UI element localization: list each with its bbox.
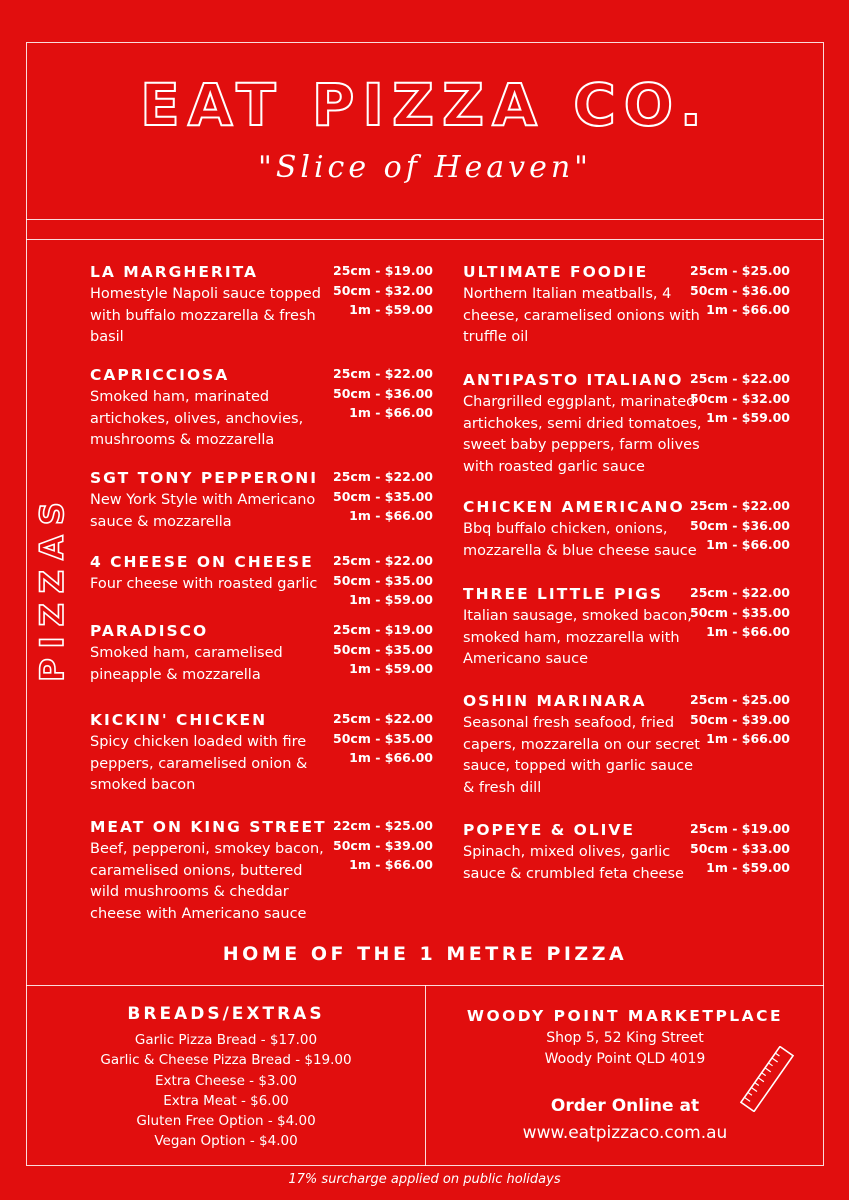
- price: 1m - $66.00: [349, 857, 433, 872]
- price: 25cm - $25.00: [690, 263, 790, 278]
- pizza-name: CAPRICCIOSA: [90, 366, 230, 384]
- menu-item: [463, 370, 703, 478]
- price: 50cm - $35.00: [690, 604, 790, 620]
- price-list: [333, 551, 433, 610]
- pizza-name: THREE LITTLE PIGS: [463, 585, 664, 603]
- price-list: [333, 467, 433, 526]
- price: 1m - $66.00: [706, 537, 790, 552]
- pizza-description: Spicy chicken loaded with fire peppers, caramelised onion & smoked bacon: [90, 734, 308, 793]
- price: 50cm - $39.00: [333, 837, 433, 853]
- price-list: [333, 261, 433, 320]
- price: 1m - $59.00: [349, 592, 433, 607]
- price: 22cm - $25.00: [333, 818, 433, 833]
- price: 1m - $59.00: [706, 860, 790, 875]
- pizza-name: OSHIN MARINARA: [463, 692, 647, 710]
- extras-item: Vegan Option - $4.00: [154, 1133, 298, 1150]
- price: 50cm - $36.00: [690, 517, 790, 533]
- pizza-description: Spinach, mixed olives, garlic sauce & crumbled feta cheese: [463, 844, 684, 882]
- price: 25cm - $25.00: [690, 692, 790, 707]
- pizza-name: SGT TONY PEPPERONI: [90, 469, 319, 487]
- pizza-description: Seasonal fresh seafood, fried capers, mozzarella on our secret sauce, topped with garlic sauce & fresh dill: [463, 715, 700, 796]
- extras-item: Garlic Pizza Bread - $17.00: [134, 1032, 318, 1048]
- price-list: [690, 690, 790, 749]
- pizza-description: Chargrilled eggplant, marinated artichokes, semi dried tomatoes, sweet baby peppers, farm olives with roasted garlic sauce: [463, 394, 702, 475]
- pizza-name: KICKIN' CHICKEN: [90, 711, 268, 729]
- pizza-description: Homestyle Napoli sauce topped with buffalo mozzarella & fresh basil: [90, 286, 321, 345]
- pizza-name: ANTIPASTO ITALIANO: [463, 371, 684, 389]
- header-divider-top: [26, 219, 824, 220]
- pizza-description: Beef, pepperoni, smokey bacon, caramelised onions, buttered wild mushrooms & cheddar cheese with Americano sauce: [90, 841, 324, 922]
- price: 50cm - $35.00: [333, 641, 433, 657]
- surcharge-note: 17% surcharge applied on public holidays: [288, 1172, 561, 1187]
- pizza-name: PARADISCO: [90, 622, 209, 640]
- pizza-description: Smoked ham, marinated artichokes, olives, anchovies, mushrooms & mozzarella: [90, 389, 304, 448]
- menu-item: [463, 497, 703, 562]
- price: 25cm - $22.00: [333, 711, 433, 726]
- price: 25cm - $22.00: [333, 469, 433, 484]
- price: 50cm - $32.00: [690, 390, 790, 406]
- menu-item: [90, 552, 330, 596]
- price: 50cm - $35.00: [333, 488, 433, 504]
- brand-logo: EAT PIZZA CO.: [140, 71, 710, 139]
- price: 25cm - $22.00: [333, 366, 433, 381]
- pizza-name: CHICKEN AMERICANO: [463, 498, 685, 516]
- order-online-label: Order Online at: [550, 1096, 700, 1116]
- price: 1m - $66.00: [706, 624, 790, 639]
- price: 50cm - $35.00: [333, 572, 433, 588]
- pizza-description: Italian sausage, smoked bacon, smoked ham, mozzarella with Americano sauce: [463, 608, 692, 667]
- pizza-description: Bbq buffalo chicken, onions, mozzarella & blue cheese sauce: [463, 521, 697, 559]
- price: 50cm - $35.00: [333, 730, 433, 746]
- menu-item: [90, 365, 330, 452]
- menu-item: [90, 817, 330, 925]
- address-line: Shop 5, 52 King Street: [546, 1030, 704, 1046]
- price: 25cm - $19.00: [333, 622, 433, 637]
- pizza-name: ULTIMATE FOODIE: [463, 263, 649, 281]
- price: 50cm - $32.00: [333, 282, 433, 298]
- headline: HOME OF THE 1 METRE PIZZA: [222, 943, 628, 965]
- order-online-link[interactable]: www.eatpizzaco.com.au: [522, 1123, 728, 1143]
- price: 1m - $66.00: [706, 302, 790, 317]
- price-list: [690, 583, 790, 642]
- price-list: [333, 709, 433, 768]
- menu-item: [90, 262, 330, 349]
- price: 1m - $66.00: [349, 405, 433, 420]
- pizza-description: Smoked ham, caramelised pineapple & mozzarella: [90, 645, 283, 683]
- store-title: WOODY POINT MARKETPLACE: [466, 1007, 784, 1025]
- pizza-description: Northern Italian meatballs, 4 cheese, caramelised onions with truffle oil: [463, 286, 700, 345]
- pizza-description: Four cheese with roasted garlic: [90, 576, 318, 592]
- price: 50cm - $33.00: [690, 840, 790, 856]
- pizza-name: LA MARGHERITA: [90, 263, 258, 281]
- price: 1m - $66.00: [349, 750, 433, 765]
- price-list: [690, 369, 790, 428]
- menu-item: [463, 262, 703, 349]
- price: 25cm - $22.00: [690, 498, 790, 513]
- pizza-name: 4 CHEESE ON CHEESE: [90, 553, 314, 571]
- pizza-name: MEAT ON KING STREET: [90, 818, 327, 836]
- tagline: "Slice of Heaven": [258, 150, 592, 185]
- price-list: [690, 819, 790, 878]
- menu-item: [90, 710, 330, 797]
- menu-item: [90, 468, 330, 533]
- price: 25cm - $22.00: [333, 553, 433, 568]
- price: 25cm - $19.00: [333, 263, 433, 278]
- menu-item: [463, 584, 703, 671]
- price-list: [690, 496, 790, 555]
- extras-title: BREADS/EXTRAS: [127, 1004, 325, 1024]
- price: 1m - $59.00: [706, 410, 790, 425]
- header-divider-bottom: [26, 239, 824, 240]
- price: 50cm - $36.00: [690, 282, 790, 298]
- menu-item: [463, 691, 703, 799]
- price: 1m - $66.00: [349, 508, 433, 523]
- price: 50cm - $36.00: [333, 385, 433, 401]
- ruler-icon: [740, 1046, 794, 1112]
- extras-item: Extra Meat - $6.00: [163, 1092, 289, 1109]
- price: 25cm - $22.00: [690, 585, 790, 600]
- price-list: [333, 364, 433, 423]
- price: 25cm - $19.00: [690, 821, 790, 836]
- price-list: [690, 261, 790, 320]
- price: 50cm - $39.00: [690, 711, 790, 727]
- pizza-description: New York Style with Americano sauce & mozzarella: [90, 492, 316, 530]
- extras-item: Gluten Free Option - $4.00: [136, 1113, 316, 1130]
- pizza-name: POPEYE & OLIVE: [463, 821, 636, 839]
- extras-item: Garlic & Cheese Pizza Bread - $19.00: [100, 1052, 352, 1069]
- price: 1m - $66.00: [706, 731, 790, 746]
- extras-list: [27, 1030, 425, 1152]
- price: 1m - $59.00: [349, 661, 433, 676]
- price-list: [333, 816, 433, 875]
- extras-item: Extra Cheese - $3.00: [155, 1072, 297, 1089]
- price: 25cm - $22.00: [690, 371, 790, 386]
- address-line: Woody Point QLD 4019: [544, 1051, 706, 1067]
- price: 1m - $59.00: [349, 302, 433, 317]
- menu-item: [90, 621, 330, 686]
- price-list: [333, 620, 433, 679]
- menu-item: [463, 820, 703, 885]
- section-label-pizzas: PIZZAS: [33, 492, 72, 682]
